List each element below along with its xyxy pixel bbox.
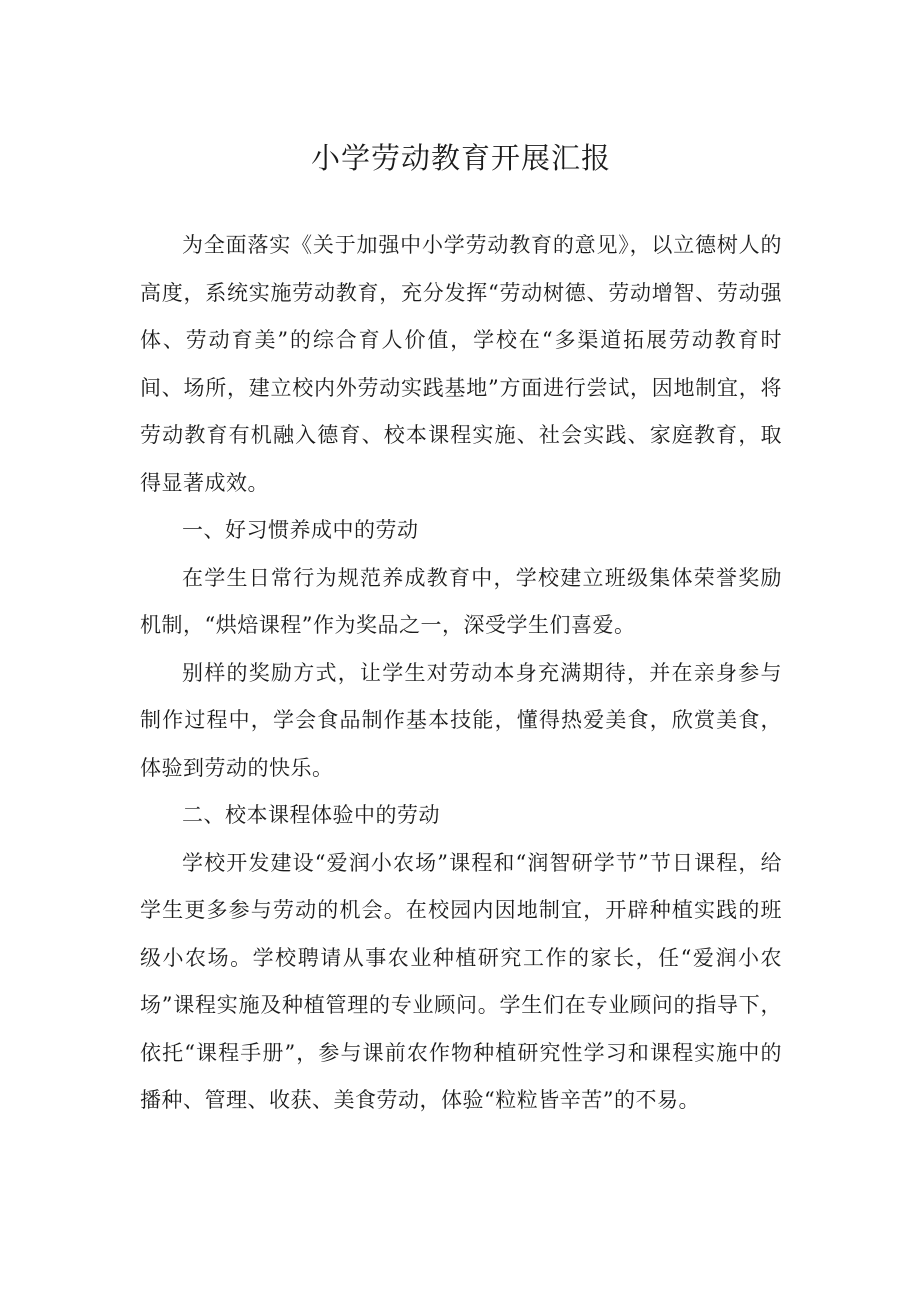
intro-paragraph: 为全面落实《关于加强中小学劳动教育的意见》，以立德树人的高度，系统实施劳动教育，充分发挥“劳动树德、劳动增智、劳动强体、劳动育美”的综合育人价值，学校在“多渠道拓展劳动教育时间、场所，建立校内外劳动实践基地”方面进行尝试，因地制宜，将劳动教育有机融入德育、校本课程实施、社会实践、家庭教育，取得显著成效。 [140,233,782,495]
section-2-paragraph-1: 学校开发建设“爱润小农场”课程和“润智研学节”节日课程，给学生更多参与劳动的机会。在校园内因地制宜，开辟种植实践的班级小农场。学校聘请从事农业种植研究工作的家长，任“爱润小农场”课程实施及种植管理的专业顾问。学生们在专业顾问的指导下，依托“课程手册”，参与课前农作物种植研究性学习和课程实施中的播种、管理、收获、美食劳动，体验“粒粒皆辛苦”的不易。 [140,850,782,1112]
document-title: 小学劳动教育开展汇报 [310,141,611,175]
section-1-paragraph-2: 别样的奖励方式，让学生对劳动本身充满期待，并在亲身参与制作过程中，学会食品制作基本技能，懂得热爱美食，欣赏美食，体验到劳动的快乐。 [140,660,782,780]
section-1-paragraph-1: 在学生日常行为规范养成教育中，学校建立班级集体荣誉奖励机制，“烘焙课程”作为奖品之一，深受学生们喜爱。 [140,565,782,637]
section-heading-1: 一、好习惯养成中的劳动 [182,518,419,542]
section-heading-2: 二、校本课程体验中的劳动 [182,803,440,827]
